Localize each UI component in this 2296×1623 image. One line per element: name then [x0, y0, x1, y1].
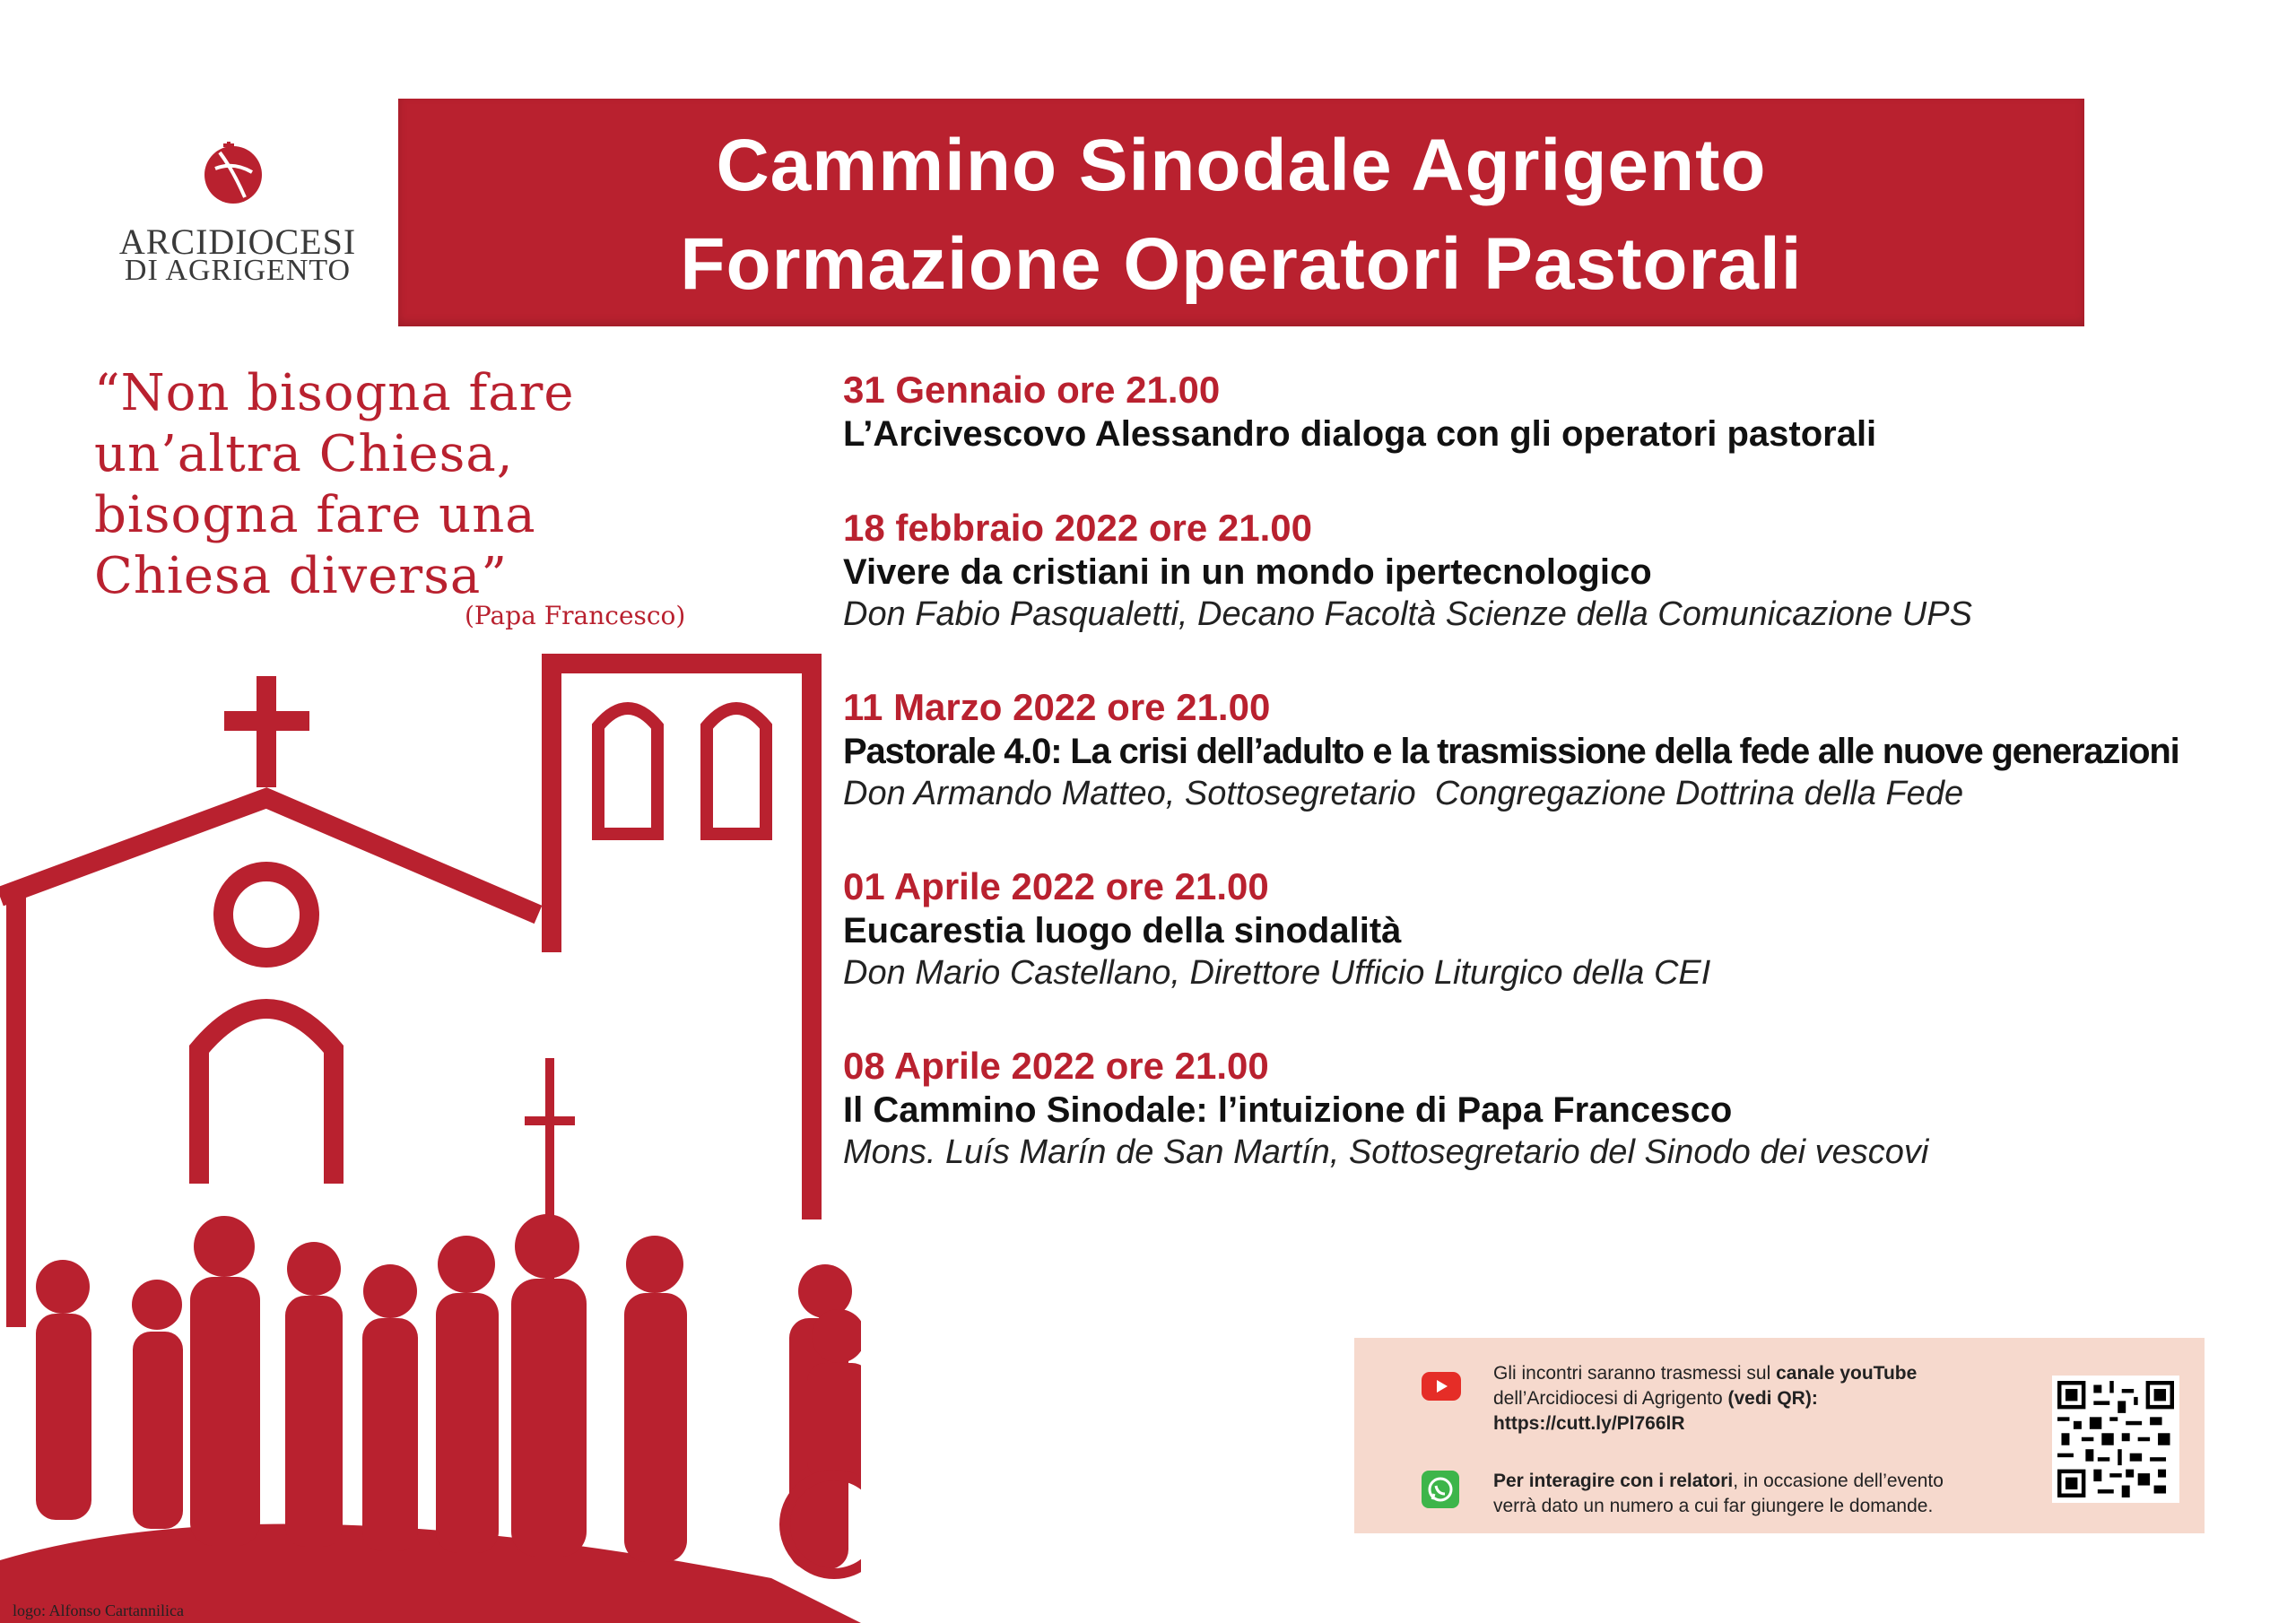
logo-line-agrigento: DI AGRIGENTO	[124, 254, 352, 287]
church-and-people-illustration	[0, 628, 861, 1623]
event-date: 18 febbraio 2022 ore 21.00	[843, 507, 1312, 549]
youtube-icon[interactable]	[1422, 1372, 1461, 1401]
event-speaker: Don Mario Castellano, Direttore Ufficio Liturgico della CEI	[843, 954, 1711, 992]
event-speaker: Don Fabio Pasqualetti, Decano Facoltà Scienze della Comunicazione UPS	[843, 595, 1972, 633]
event-title: Pastorale 4.0: La crisi dell’adulto e la trasmissione della fede alle nuove generazioni	[843, 732, 2179, 771]
quote-line: Chiesa diversa”	[94, 547, 508, 605]
event-date: 01 Aprile 2022 ore 21.00	[843, 865, 1269, 907]
yt-link[interactable]: https://cutt.ly/Pl766lR	[1493, 1413, 1685, 1434]
title-banner	[398, 99, 2084, 326]
wa-text: verrà dato un numero a cui far giungere le domande.	[1493, 1496, 1934, 1516]
archdiocese-logo	[108, 135, 368, 287]
event-title: Il Cammino Sinodale: l’intuizione di Papa Francesco	[843, 1090, 1733, 1130]
logo-credit: logo: Alfonso Cartannilica	[13, 1601, 184, 1619]
event-item	[843, 685, 2260, 814]
quote-attribution: (Papa Francesco)	[465, 601, 686, 630]
event-item	[843, 368, 2260, 456]
event-date: 08 Aprile 2022 ore 21.00	[843, 1045, 1269, 1087]
banner-title-line2: Formazione Operatori Pastorali	[680, 223, 1803, 305]
yt-text: Gli incontri saranno trasmessi sul	[1493, 1363, 1777, 1384]
event-speaker: Mons. Luís Marín de San Martín, Sottosegretario del Sinodo dei vescovi	[843, 1133, 1929, 1171]
event-item	[843, 1044, 2260, 1173]
event-date: 11 Marzo 2022 ore 21.00	[843, 686, 1271, 728]
whatsapp-info-text	[1493, 1469, 1944, 1519]
cross-circle-logo-icon	[193, 135, 274, 206]
event-item	[843, 864, 2260, 994]
yt-qr-note: (vedi QR):	[1727, 1388, 1818, 1409]
wa-text: , in occasione dell’evento	[1733, 1471, 1944, 1491]
yt-text: dell’Arcidiocesi di Agrigento	[1493, 1388, 1728, 1409]
quote-line: bisogna fare una	[94, 486, 536, 544]
wa-bold: Per interagire con i relatori	[1493, 1471, 1734, 1491]
event-date: 31 Gennaio ore 21.00	[843, 369, 1221, 411]
event-title: Eucarestia luogo della sinodalità	[843, 911, 1402, 950]
quote-line: “Non bisogna fare	[94, 364, 575, 422]
quote-line: un’altra Chiesa,	[94, 425, 514, 483]
youtube-info-text	[1493, 1361, 1917, 1436]
banner-title-line1: Cammino Sinodale Agrigento	[716, 125, 1767, 206]
pope-quote	[94, 363, 575, 607]
qr-code-icon[interactable]	[2052, 1376, 2179, 1503]
events-list	[843, 368, 2260, 1223]
event-speaker: Don Armando Matteo, Sottosegretario Congregazione Dottrina della Fede	[843, 775, 1964, 812]
event-item	[843, 506, 2260, 635]
event-title: Vivere da cristiani in un mondo ipertecnologico	[843, 552, 1652, 592]
yt-channel-label: canale youTube	[1776, 1363, 1918, 1384]
event-title: L’Arcivescovo Alessandro dialoga con gli operatori pastorali	[843, 414, 1877, 454]
broadcast-info-box	[1354, 1338, 2205, 1533]
logo-line-arcidiocesi: ARCIDIOCESI	[118, 221, 357, 262]
whatsapp-icon[interactable]	[1422, 1471, 1459, 1508]
